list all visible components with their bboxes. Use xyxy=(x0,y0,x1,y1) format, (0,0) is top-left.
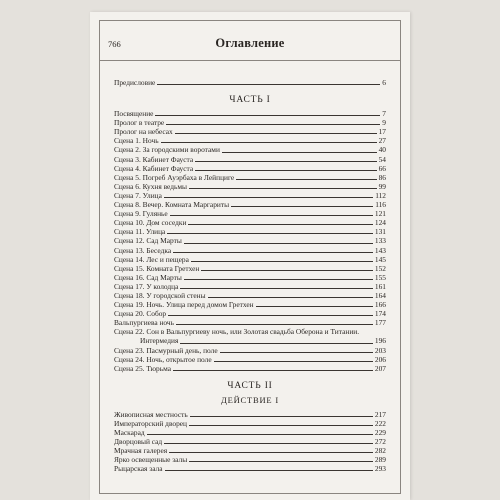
dot-leader xyxy=(220,352,373,353)
toc-entry-page: 155 xyxy=(374,272,386,282)
toc-entry[interactable] xyxy=(114,200,386,209)
toc-entry-page: 206 xyxy=(374,354,386,364)
toc-entry-page: 54 xyxy=(378,154,386,164)
toc-entry-page: 174 xyxy=(374,309,386,319)
toc-entry-page: 166 xyxy=(374,300,386,310)
toc-entry-label: Сцена 2. За городскими воротами xyxy=(114,145,220,155)
toc-entry-label: Сцена 6. Кухня ведьмы xyxy=(114,181,188,191)
toc-entry[interactable] xyxy=(114,155,386,164)
toc-entry-page: 116 xyxy=(375,200,386,210)
toc-entry-label: Сцена 16. Сад Марты xyxy=(114,272,182,282)
toc-entry[interactable] xyxy=(114,264,386,273)
dot-leader xyxy=(189,188,377,189)
dot-leader xyxy=(191,261,373,262)
toc-entry-label: Сцена 23. Пасмурный день, поле xyxy=(114,345,218,355)
page-title: Оглавление xyxy=(215,36,285,50)
toc-entry-page: 203 xyxy=(374,345,386,355)
dot-leader xyxy=(256,306,373,307)
toc-entry-label-line2: Интермедия xyxy=(140,336,179,346)
toc-entry-label: Сцена 24. Ночь, открытое поле xyxy=(114,354,212,364)
toc-entry[interactable] xyxy=(114,309,386,318)
toc-entry-page: 161 xyxy=(374,281,386,291)
toc-entry[interactable] xyxy=(114,282,386,291)
dot-leader xyxy=(173,252,373,253)
toc-entry-label: Сцена 8. Вечер. Комната Маргариты xyxy=(114,200,230,210)
toc-entry-page: 9 xyxy=(382,118,386,128)
toc-entry[interactable] xyxy=(114,428,386,437)
toc-entry-page: 86 xyxy=(378,172,386,182)
toc-entry-label: Сцена 3. Кабинет Фауста xyxy=(114,154,194,164)
toc-entry-page: 217 xyxy=(374,409,386,419)
toc-entry-label: Сцена 15. Комната Гретхен xyxy=(114,263,200,273)
dot-leader xyxy=(173,370,373,371)
dot-leader xyxy=(165,470,373,471)
toc-entry-label: Сцена 18. У городской стены xyxy=(114,290,206,300)
toc-entry-label: Пролог в театре xyxy=(114,118,165,128)
toc-entry-page: 133 xyxy=(374,236,386,246)
toc-entry[interactable] xyxy=(114,273,386,282)
dot-leader xyxy=(170,215,373,216)
dot-leader xyxy=(190,416,373,417)
toc-entry-label: Сцена 20. Собор xyxy=(114,309,167,319)
book-page xyxy=(90,12,410,500)
toc-entry-label: Императорский дворец xyxy=(114,418,188,428)
toc-entry-page: 121 xyxy=(374,209,386,219)
part-1-entries xyxy=(114,109,386,327)
dot-leader xyxy=(189,425,373,426)
dot-leader xyxy=(184,279,373,280)
toc-entry[interactable] xyxy=(114,236,386,245)
toc-entry-label: Рыцарская зала xyxy=(114,464,163,474)
toc-entry-page: 145 xyxy=(374,254,386,264)
part-2-entries xyxy=(114,410,386,474)
part-1-tail-entries xyxy=(114,346,386,373)
toc-entry-page: 293 xyxy=(374,464,386,474)
toc-entry-page: 124 xyxy=(374,218,386,228)
toc-entry-page: 17 xyxy=(378,127,386,137)
act-1-heading: ДЕЙСТВИЕ I xyxy=(221,394,279,405)
dot-leader xyxy=(195,161,377,162)
page-frame xyxy=(99,20,401,494)
dot-leader xyxy=(214,361,373,362)
toc-entry-page: 40 xyxy=(378,145,386,155)
toc-entry-label: Мрачная галерея xyxy=(114,446,168,456)
toc-entry-page: 272 xyxy=(374,437,386,447)
toc-entry-label-line1: Сцена 22. Сон в Вальпургиеву ночь, или Золотая свадьба Оберона и Титании. xyxy=(114,327,360,337)
toc-entry-page: 131 xyxy=(374,227,386,237)
toc-entry-page: 289 xyxy=(374,455,386,465)
dot-leader xyxy=(188,224,372,225)
toc-entry-page: 207 xyxy=(374,363,386,373)
dot-leader xyxy=(164,443,373,444)
toc-entry-page: 229 xyxy=(374,428,386,437)
dot-leader xyxy=(175,133,377,134)
toc-entry-page: 66 xyxy=(378,163,386,173)
toc-entry-page: 177 xyxy=(374,318,386,328)
dot-leader xyxy=(231,206,373,207)
toc-entry-label: Сцена 4. Кабинет Фауста xyxy=(114,163,194,173)
toc-entry-label: Посвящение xyxy=(114,109,154,119)
dot-leader xyxy=(168,315,373,316)
dot-leader xyxy=(157,84,380,85)
toc-entry[interactable] xyxy=(114,355,386,364)
page-number: 766 xyxy=(108,39,121,49)
toc-entry[interactable] xyxy=(114,164,386,173)
toc-entry[interactable] xyxy=(114,182,386,191)
toc-entry[interactable] xyxy=(114,455,386,464)
toc-entry-page: 196 xyxy=(374,336,386,346)
toc-entry-label: Сцена 17. У колодца xyxy=(114,281,179,291)
toc-entry-preface[interactable] xyxy=(114,78,386,87)
toc-entry-page: 27 xyxy=(378,136,386,146)
dot-leader xyxy=(176,324,373,325)
dot-leader xyxy=(147,434,373,435)
dot-leader xyxy=(155,115,380,116)
dot-leader xyxy=(189,461,373,462)
toc-entry[interactable] xyxy=(114,464,386,473)
toc-entry[interactable] xyxy=(114,227,386,236)
dot-leader xyxy=(236,179,376,180)
dot-leader xyxy=(164,197,373,198)
toc-entry-label: Маскарад xyxy=(114,428,145,437)
toc-entry[interactable] xyxy=(114,191,386,200)
toc-entry-label: Сцена 12. Сад Марты xyxy=(114,236,182,246)
toc-entry-label: Пролог на небесах xyxy=(114,127,173,137)
part-2-heading: ЧАСТЬ II xyxy=(227,380,273,391)
toc-entry-label: Сцена 1. Ночь xyxy=(114,136,159,146)
toc-entry-page: 222 xyxy=(374,418,386,428)
toc-entry-page: 143 xyxy=(374,245,386,255)
toc-entry-label: Сцена 9. Гулянье xyxy=(114,209,168,219)
toc-entry[interactable] xyxy=(114,300,386,309)
toc-entry[interactable] xyxy=(114,364,386,373)
toc-entry-label: Сцена 19. Ночь. Улица перед домом Гретхен xyxy=(114,300,254,310)
toc-entry[interactable] xyxy=(114,346,386,355)
toc-entry-page: 7 xyxy=(382,109,386,119)
toc-entry-page: 6 xyxy=(382,78,386,87)
toc-entry-page: 164 xyxy=(374,290,386,300)
toc-entry-label: Сцена 7. Улица xyxy=(114,190,162,200)
dot-leader xyxy=(208,297,373,298)
toc-entry-label: Живописная местность xyxy=(114,409,188,419)
dot-leader xyxy=(166,124,380,125)
toc-entry[interactable] xyxy=(114,437,386,446)
toc-entry[interactable] xyxy=(114,410,386,419)
dot-leader xyxy=(201,270,373,271)
toc-entry-page: 99 xyxy=(378,181,386,191)
toc-entry[interactable] xyxy=(114,145,386,154)
dot-leader xyxy=(180,343,373,344)
dot-leader xyxy=(195,170,377,171)
toc-entry[interactable] xyxy=(114,136,386,145)
header-divider xyxy=(100,60,400,61)
toc-entry[interactable] xyxy=(114,255,386,264)
toc-entry-label: Дворцовый сад xyxy=(114,437,163,447)
toc-entry-label: Ярко освещенные залы xyxy=(114,455,188,465)
toc-entry-label: Предисловие xyxy=(114,78,156,87)
toc-entry-label: Сцена 11. Улица xyxy=(114,227,166,237)
toc-entry[interactable] xyxy=(114,109,386,118)
part-1-heading: ЧАСТЬ I xyxy=(229,95,271,106)
table-of-contents xyxy=(114,78,386,473)
toc-entry-page: 282 xyxy=(374,446,386,456)
toc-entry-label: Сцена 5. Погреб Ауэрбаха в Лейпциге xyxy=(114,172,235,182)
dot-leader xyxy=(180,288,373,289)
dot-leader xyxy=(222,152,377,153)
toc-entry-page: 152 xyxy=(374,263,386,273)
toc-entry-label: Сцена 13. Беседка xyxy=(114,245,172,255)
toc-entry-scene-22[interactable] xyxy=(114,327,386,345)
dot-leader xyxy=(161,142,377,143)
toc-entry-page: 112 xyxy=(375,190,386,200)
toc-entry-label: Вальпургиева ночь xyxy=(114,318,175,328)
dot-leader xyxy=(167,233,373,234)
dot-leader xyxy=(169,452,373,453)
toc-entry[interactable] xyxy=(114,246,386,255)
toc-entry[interactable] xyxy=(114,209,386,218)
toc-entry-label: Сцена 10. Дом соседки xyxy=(114,218,187,228)
toc-entry[interactable] xyxy=(114,173,386,182)
toc-entry[interactable] xyxy=(114,419,386,428)
toc-entry[interactable] xyxy=(114,127,386,136)
toc-entry-label: Сцена 14. Лес и пещера xyxy=(114,254,189,264)
toc-entry[interactable] xyxy=(114,218,386,227)
toc-entry-label: Сцена 25. Тюрьма xyxy=(114,363,171,373)
toc-entry[interactable] xyxy=(114,118,386,127)
toc-entry[interactable] xyxy=(114,291,386,300)
toc-entry[interactable] xyxy=(114,318,386,327)
dot-leader xyxy=(184,243,373,244)
toc-entry[interactable] xyxy=(114,446,386,455)
